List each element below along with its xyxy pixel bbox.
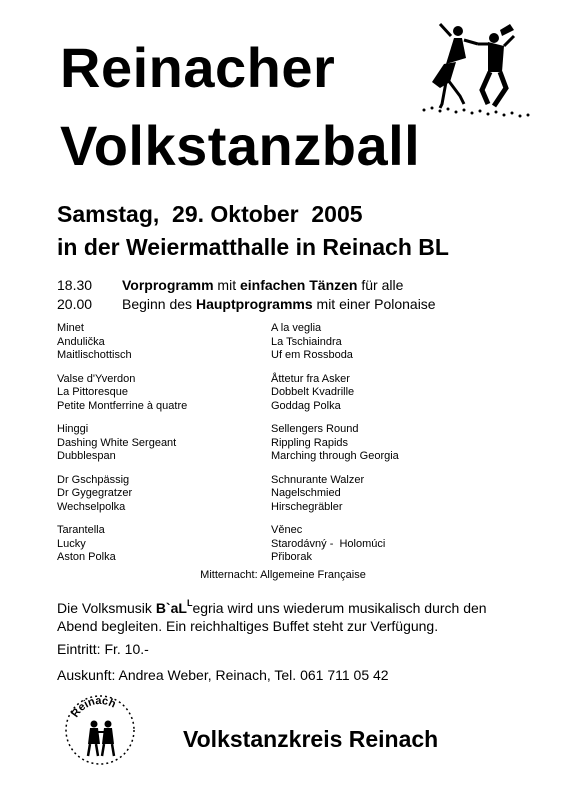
- dance-item: Dashing White Sergeant: [57, 436, 177, 449]
- club-name: Volkstanzkreis Reinach: [183, 726, 439, 752]
- svg-text:Reinach: [69, 695, 118, 720]
- dance-group: [271, 322, 399, 363]
- dance-item: Sellengers Round: [271, 423, 359, 435]
- poster-title-line-2: Volkstanzball: [60, 114, 421, 177]
- dance-item: Lucky: [57, 537, 86, 550]
- dance-item: Rippling Rapids: [271, 436, 349, 449]
- dance-item: Marching through Georgia: [271, 450, 399, 462]
- band-name-l: L: [178, 600, 187, 616]
- program-mid-1: mit: [213, 277, 240, 293]
- dance-item: Petite Montferrine à quatre: [57, 399, 188, 412]
- program-text-2: [122, 297, 436, 311]
- dance-group: [271, 474, 399, 515]
- dance-group: [57, 423, 187, 464]
- dance-item: Goddag Polka: [271, 399, 341, 412]
- dance-item: Dubblespan: [57, 450, 116, 462]
- dance-item: Andulička: [57, 335, 105, 348]
- program-time-2: 20.00: [57, 296, 93, 312]
- dance-list-left: [57, 322, 187, 575]
- band-name-rest: egria: [192, 600, 224, 616]
- program-text-1: [122, 278, 403, 292]
- dance-item: A la veglia: [271, 322, 322, 334]
- band-name-sup: L: [186, 598, 193, 608]
- dance-group: [57, 322, 187, 363]
- dance-item: Dobbelt Kvadrille: [271, 386, 355, 398]
- dance-item: Minet: [57, 322, 84, 334]
- dance-item: La Tschiaindra: [271, 335, 342, 348]
- dance-group: [271, 423, 399, 464]
- music-paragraph: [57, 594, 527, 635]
- dance-item: La Pittoresque: [57, 386, 128, 398]
- dance-item: Přiborak: [271, 551, 312, 563]
- program-bold-1b: einfachen Tänzen: [240, 277, 358, 293]
- dance-item: Tarantella: [57, 524, 105, 536]
- event-location: in der Weiermatthalle in Reinach BL: [57, 234, 449, 260]
- band-name-b: B`a: [155, 600, 179, 616]
- program-bold-1a: Vorprogramm: [122, 277, 214, 293]
- dance-item: Wechselpolka: [57, 500, 126, 513]
- dancing-couple-icon: [418, 22, 533, 122]
- dance-group: [271, 373, 399, 414]
- dance-item: Maitlischottisch: [57, 349, 132, 361]
- dance-group: [271, 524, 399, 565]
- program-mid-2: mit einer Polonaise: [312, 296, 436, 312]
- contact-info: Auskunft: Andrea Weber, Reinach, Tel. 061 711 05 42: [57, 667, 389, 683]
- dance-item: Nagelschmied: [271, 487, 341, 499]
- dance-item: Åttetur fra Asker: [271, 372, 350, 385]
- music-pre: Die Volksmusik: [57, 600, 156, 616]
- dance-item: Schnurante Walzer: [271, 473, 365, 486]
- midnight-dance: Mitternacht: Allgemeine Française: [200, 569, 366, 581]
- dance-item: Starodávný - Holomúci: [271, 537, 386, 550]
- dance-item: Aston Polka: [57, 551, 116, 563]
- program-post-1: für alle: [357, 277, 404, 293]
- dance-item: Hinggi: [57, 423, 89, 435]
- dance-item: Uf em Rossboda: [271, 349, 353, 361]
- entry-fee: Eintritt: Fr. 10.-: [57, 641, 149, 657]
- reinach-dancers-logo-icon: [60, 690, 140, 770]
- dance-item: Hirschegräbler: [271, 500, 343, 513]
- dance-group: [57, 373, 187, 414]
- program-bold-2: Hauptprogramms: [195, 296, 313, 312]
- dance-item: Věnec: [271, 524, 303, 536]
- dance-item: Dr Gygegratzer: [57, 487, 133, 499]
- dance-group: [57, 474, 187, 515]
- dance-item: Valse d'Yverdon: [57, 372, 136, 385]
- program-pre-2: Beginn des: [122, 296, 196, 312]
- event-date: Samstag, 29. Oktober 2005: [57, 201, 363, 227]
- music-post: wird uns wiederum musikalisch durch den Abend begleiten. Ein reichhaltiges Buffet steht zur Verfügung.: [57, 600, 487, 634]
- poster-title-line-1: Reinacher: [60, 36, 336, 99]
- logo-text: Reinach: [69, 694, 118, 720]
- dance-group: [57, 524, 187, 565]
- program-time-1: 18.30: [57, 277, 93, 293]
- dance-list-right: [271, 322, 399, 575]
- dance-item: Dr Gschpässig: [57, 473, 130, 486]
